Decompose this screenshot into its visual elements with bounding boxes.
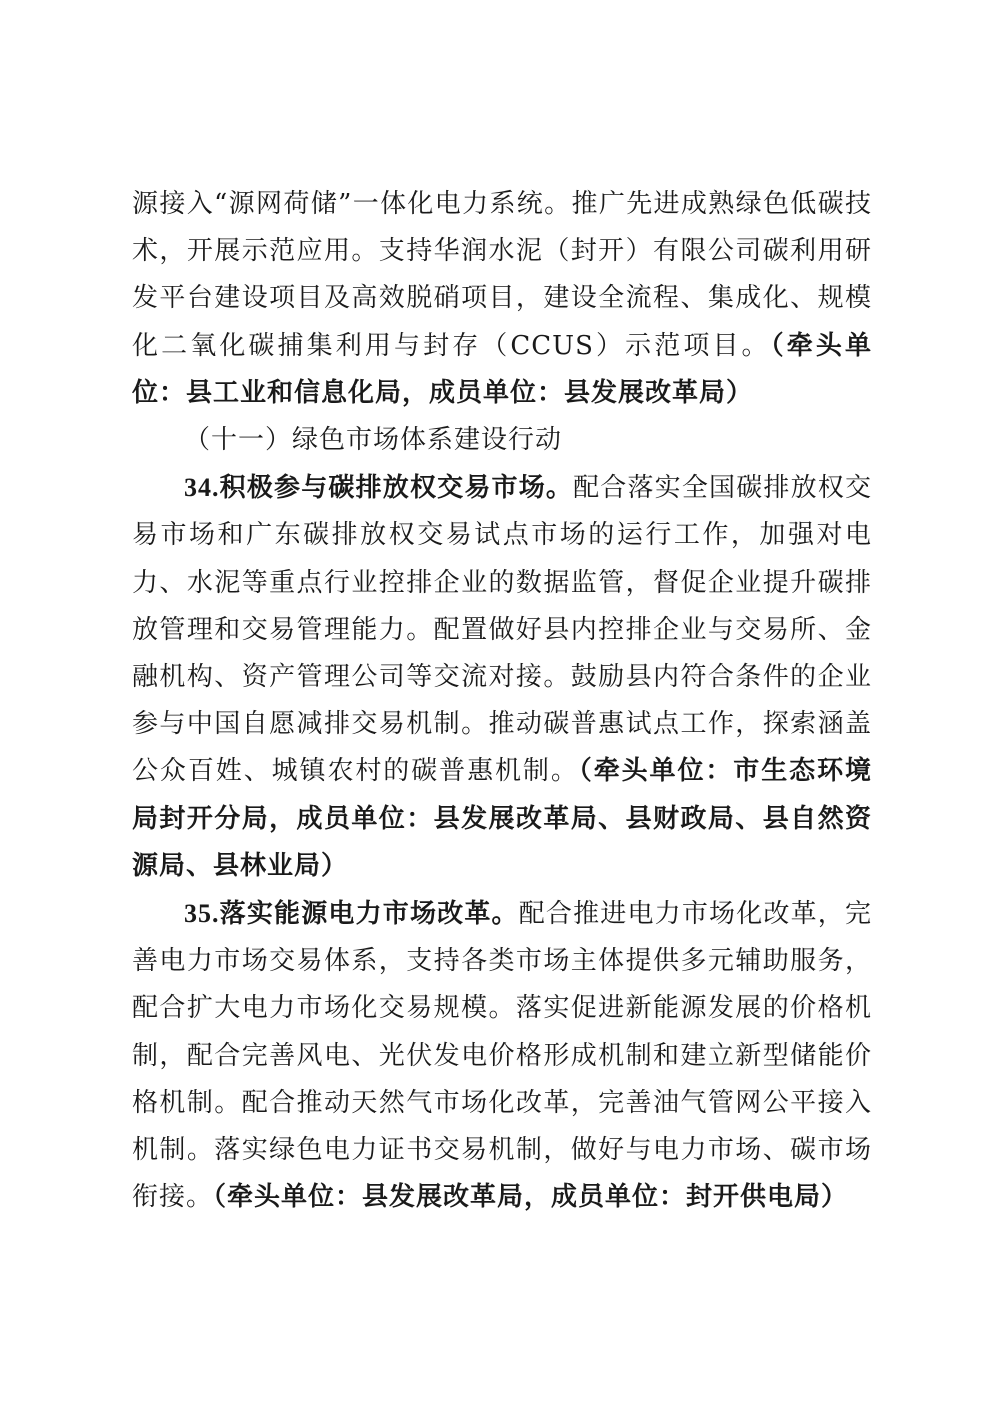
item-34 [132, 464, 872, 890]
item-35-responsible: （牵头单位：县发展改革局，成员单位：封开供电局） [213, 1182, 849, 1213]
item-35 [132, 890, 872, 1221]
paragraph-continuation-responsible: （牵头单位：县工业和信息化局，成员单位：县发展改革局） [132, 330, 872, 408]
paragraph-continuation-body: 源接入“源网荷储”一体化电力系统。推广先进成熟绿色低碳技术，开展示范应用。支持华润水泥（封开）有限公司碳利用研发平台建设项目及高效脱硝项目，建设全流程、集成化、规模化二氧化碳捕集利用与封存（CCUS）示范项目。 [132, 189, 872, 361]
item-35-number: 35. [184, 899, 220, 929]
item-34-title: 积极参与碳排放权交易市场。 [219, 473, 574, 504]
item-34-number: 34. [184, 473, 220, 503]
item-34-responsible: （牵头单位：市生态环境局封开分局，成员单位：县发展改革局、县财政局、县自然资源局、县林业局） [132, 756, 872, 881]
item-34-body: 配合落实全国碳排放权交易市场和广东碳排放权交易试点市场的运行工作，加强对电力、水泥等重点行业控排企业的数据监管，督促企业提升碳排放管理和交易管理能力。配置做好县内控排企业与交易所、金融机构、资产管理公司等交流对接。鼓励县内符合条件的企业参与中国自愿减排交易机制。推动碳普惠试点工作，探索涵盖公众百姓、城镇农村的碳普惠机制。 [132, 473, 872, 787]
document-content [132, 181, 872, 1221]
paragraph-continuation [132, 181, 872, 417]
section-heading: （十一）绿色市场体系建设行动 [184, 425, 563, 456]
item-35-body: 配合推进电力市场化改革，完善电力市场交易体系，支持各类市场主体提供多元辅助服务，配合扩大电力市场化交易规模。落实促进新能源发展的价格机制，配合完善风电、光伏发电价格形成机制和建立新型储能价格机制。配合推动天然气市场化改革，完善油气管网公平接入机制。落实绿色电力证书交易机制，做好与电力市场、碳市场衔接。 [132, 899, 872, 1213]
item-35-title: 落实能源电力市场改革。 [219, 899, 519, 930]
